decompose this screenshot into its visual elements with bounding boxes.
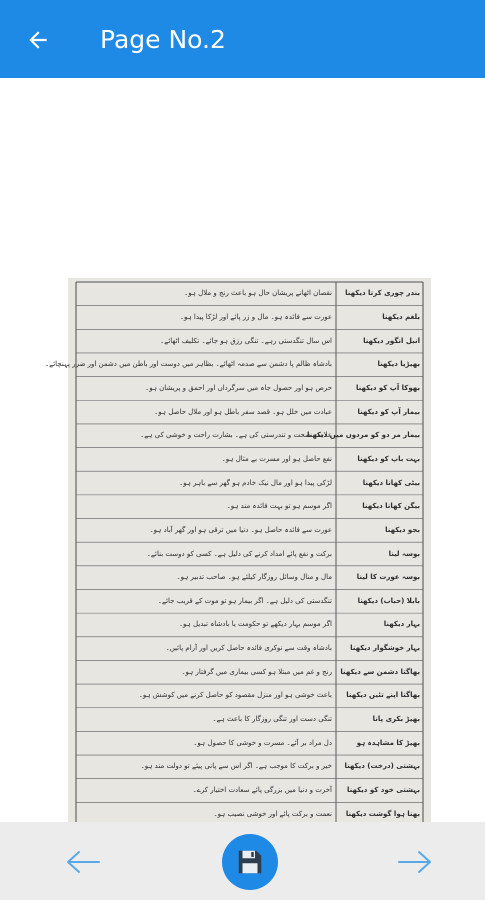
bottom-toolbar (0, 822, 485, 900)
scanned-page-image (45, 278, 431, 858)
arrow-left-icon (63, 847, 103, 877)
row-term: بہار دیکھنا (383, 620, 420, 629)
floppy-disk-icon (235, 847, 265, 877)
row-meaning: اگر موسم بہار دیکھے تو حکومت یا بادشاہ تبدیل ہو۔ (178, 620, 332, 629)
row-term: انبل انگور دیکھنا (363, 336, 420, 345)
row-meaning: علامت صحت و تندرستی کی ہے۔ بشارت راحت و خوشی کی ہے۔ (140, 431, 332, 440)
row-term: بہار خوشگوار دیکھنا (350, 644, 420, 653)
row-term: بھیڑ بکری پانا (372, 715, 420, 724)
row-meaning: آخرت و دنیا میں بزرگی پائے سعادت اختیار کرے۔ (192, 786, 332, 795)
app-bar (0, 0, 485, 78)
row-term: بجو دیکھنا (385, 525, 420, 534)
row-term: بہت باپ کو دیکھنا (357, 454, 420, 463)
row-meaning: عبادت میں خلل ہو۔ قصد سفر باطل ہو اور ملال حاصل ہو۔ (154, 407, 332, 416)
row-term: بہشتی (درخت) دیکھنا (344, 762, 420, 771)
row-meaning: بادشاہ وقت سے نوکری فائدہ حاصل کریں اور آرام پائیں۔ (165, 644, 332, 653)
row-meaning: لڑکی پیدا ہو اور مال نیک خادم ہو گھر سے باہر ہو۔ (179, 478, 332, 487)
row-term: بہشتی خود کو دیکھنا (347, 786, 420, 795)
row-meaning: نقصان اٹھانے پریشان حال ہو باعث رنج و ملال ہو۔ (184, 289, 332, 298)
row-term: بھوکا آپ کو دیکھنا (356, 383, 420, 392)
page-title: Page No.2 (100, 25, 226, 54)
row-term: بھیڑیا دیکھنا (377, 360, 420, 369)
save-button[interactable] (222, 834, 278, 890)
next-page-button[interactable] (395, 842, 435, 882)
row-meaning: عورت سے فائدہ ہو۔ مال و زر پائے اور لڑکا پیدا ہو۔ (179, 312, 332, 321)
row-meaning: تنگدستی کی دلیل ہے۔ اگر بیمار ہو تو موت کے قریب جائے۔ (157, 596, 332, 605)
row-meaning: برکت و نفع پائے امداد کرنے کی دلیل ہے۔ کسی کو دوست بنائے۔ (146, 549, 332, 558)
row-meaning: نعمت و برکت پائے اور خوشی نصیب ہو۔ (213, 809, 332, 818)
row-meaning: عورت سے فائدہ حاصل ہو۔ دنیا میں ترقی ہو اور گھر آباد ہو۔ (149, 525, 332, 534)
row-meaning: بادشاہ ظالم پا دشمن سے صدمہ اٹھائے۔ بظاہر میں دوست اور باطن میں دشمن اور ضرر پہنچائے۔ (45, 360, 332, 369)
arrow-back-icon (25, 27, 51, 53)
row-meaning: خیر و برکت کا موجب ہے۔ اگر اس سے پانی پیئے تو دولت مند ہو۔ (140, 762, 332, 771)
row-term: بیمار مر دو کو مردوں میں دیکھنا (306, 431, 420, 440)
row-meaning: دل مراد بر آئے۔ مسرت و خوشی کا حصول ہو۔ (193, 738, 332, 747)
document-viewer[interactable] (0, 78, 485, 822)
row-term: بوسہ لینا (388, 549, 420, 558)
row-term: بھاگتا اپنے تئیں دیکھنا (346, 691, 420, 700)
row-term: بیٹی کھانا دیکھنا (362, 478, 420, 487)
row-meaning: اس سال تنگدستی رہے۔ تنگی رزق ہو جائے۔ تکلیف اٹھائے۔ (160, 336, 332, 345)
row-term: بیگن کھانا دیکھنا (362, 502, 420, 511)
previous-page-button[interactable] (63, 842, 103, 882)
row-meaning: مال و منال وسائل روزگار کیلئے ہو۔ صاحب تدبیر ہو۔ (176, 573, 332, 582)
row-term: بوسہ عورت کا لینا (356, 573, 420, 582)
row-term: بیمار آپ کو دیکھنا (357, 407, 420, 416)
arrow-right-icon (395, 847, 435, 877)
row-meaning: رنج و غم میں مبتلا ہو کسی بیماری میں گرفتار ہو۔ (181, 667, 332, 676)
row-meaning: حرص ہو اور حصول جاہ میں سرگرداں اور احمق و پریشان ہو۔ (145, 383, 332, 392)
back-button[interactable] (18, 20, 58, 60)
row-term: بھاگتا دشمن سے دیکھنا (340, 667, 420, 676)
row-term: بھنا ہوا گوشت دیکھنا (345, 809, 420, 818)
row-meaning: باعث خوشی ہو اور منزل مقصود کو حاصل کرنے میں کوشش ہو۔ (138, 691, 332, 700)
row-term: بابلا (حباب) دیکھنا (357, 596, 420, 605)
row-term: بلغم دیکھنا (382, 312, 420, 321)
row-meaning: تنگی دست اور تنگی روزگار کا باعث ہے۔ (212, 715, 332, 724)
row-term: بندر چوری کرتا دیکھنا (345, 289, 420, 298)
row-meaning: اگر موسم ہو تو بہت فائدہ مند ہو۔ (226, 502, 332, 511)
row-meaning: نفع حاصل ہو اور مسرت بے مثال ہو۔ (221, 454, 332, 463)
row-term: بھیڑ کا مشاہدہ ہو (356, 738, 420, 747)
